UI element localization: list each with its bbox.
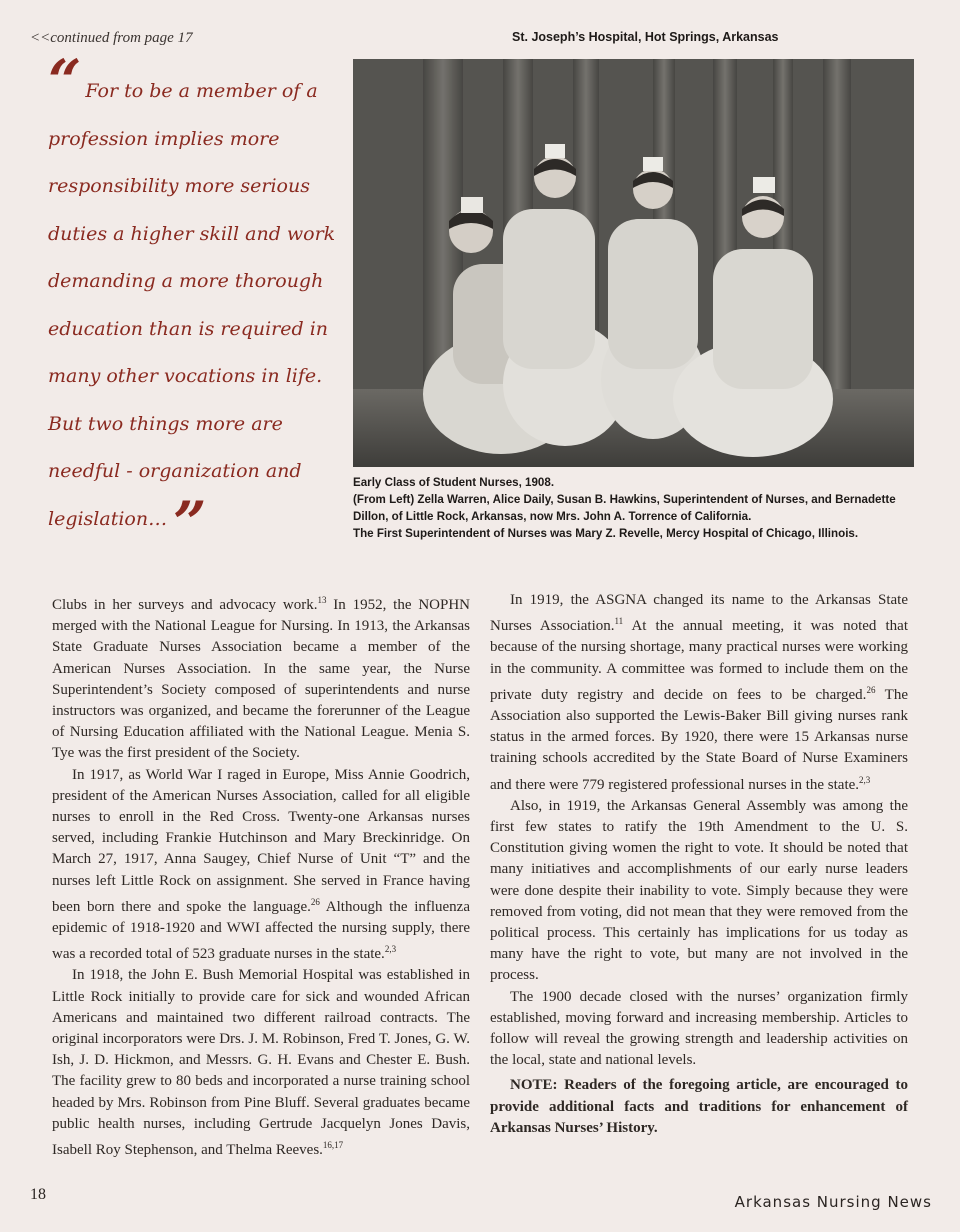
left-paragraph-2: In 1917, as World War I raged in Europe, Miss Annie Goodrich, president of the American Nurses Association, called for all eligible nurses to enroll in the Red Cross. Twenty-one Arkansas nurses served, including Frankie Hutchinson and Mary Breckinridge. On March 27, 1917, Anna Saugey, Chief Nurse of Unit “T” and the nurses left Little Rock on assignment. She served in France having been born there and spoke the language.$^{26}$ Although the influenza epidemic of 1918-1920 and WWI affected the nursing supply, there was a recorded total of 523 graduate nurses in the state.$^{2,3}$ [52, 766, 470, 963]
right-paragraph-3: The 1900 decade closed with the nurses’ organization firmly established, moving forward and increasing membership. Articles to follow will reveal the growing strength and leadership activities on the local, state and national levels. [490, 988, 908, 1069]
continued-from-label: <<continued from page 17 [30, 30, 193, 46]
left-column [52, 590, 470, 1161]
pull-quote-text: For to be a member of a profession implies more responsibility more serious duties a higher skill and work demanding a more thorough education than is required in many other vocations in life. But two things more are needful - organization and legislation… [48, 80, 336, 530]
page-number: 18 [30, 1186, 46, 1203]
pull-quote [48, 47, 348, 557]
caption-line-2: (From Left) Zella Warren, Alice Daily, Susan B. Hawkins, Superintendent of Nurses, and Bernadette Dillon, of Little Rock, Arkansas, now Mrs. John A. Torrence of California. [353, 493, 896, 523]
footnote-ref: 26 [866, 684, 876, 695]
left-paragraph-1: Clubs in her surveys and advocacy work.$^{13}$ In 1952, the NOPHN merged with the National League for Nursing. In 1913, the Arkansas State Graduate Nurses Association became a member of the American Nurses Association. In the same year, the Nurse Superintendent’s Society composed of superintendents and nurse instructors was organized, and became the forerunner of the League of Nursing Education affiliated with the National League. Menia S. Tye was the first president of the Society. [52, 595, 470, 762]
footnote-ref: 16,17 [322, 1140, 344, 1151]
left-paragraph-3: In 1918, the John E. Bush Memorial Hospital was established in Little Rock initially to provide care for sick and wounded African Americans and maintained two different railroad contracts. The original incorporators were Drs. J. M. Robinson, Fred T. Jones, G. W. Ish, J. D. Hickmon, and Messrs. G. H. Evans and Chester E. Bush. The facility grew to 80 beds and incorporated a nurse training school headed by Mrs. Robinson from Pine Bluff. Several graduates became public health nurses, including Gertrude Jacquelyn Jones Davis, Isabell Roy Stephenson, and Thelma Reeves.$^{16,17}$ [52, 967, 470, 1159]
footnote-ref: 26 [310, 896, 320, 907]
photograph-icon [353, 59, 914, 467]
footnote-ref: 2,3 [859, 774, 871, 785]
editor-note: NOTE: Readers of the foregoing article, are encouraged to provide additional facts and traditions for enhancement of Arkansas Nurses’ History. [490, 1077, 908, 1136]
nurses-photograph [353, 59, 914, 467]
open-quote-mark: “ [48, 47, 82, 115]
footnote-ref: 2,3 [384, 944, 397, 955]
photo-title: St. Joseph’s Hospital, Hot Springs, Arkansas [512, 30, 779, 44]
caption-line-3: The First Superintendent of Nurses was Mary Z. Revelle, Mercy Hospital of Chicago, Illinois. [353, 527, 859, 540]
close-quote-mark: ” [173, 488, 207, 557]
publication-name: Arkansas Nursing News [734, 1193, 932, 1211]
photo-caption [353, 474, 923, 542]
right-paragraph-1: In 1919, the ASGNA changed its name to the Arkansas State Nurses Association.$^{11}$ At the annual meeting, it was noted that because of the nursing shortage, many practical nurses were working in the community. A committee was formed to include them on the private duty registry and decide on fees to be charged.$^{26}$ The Association also supported the Lewis-Baker Bill giving nurses rank status in the armed forces. By 1920, there were 15 Arkansas nurse training schools accredited by the State Board of Nurse Examiners and there were 779 registered professional nurses in the state.$^{2,3}$ [490, 592, 908, 793]
footnote-ref: 13 [317, 595, 327, 605]
right-column [490, 590, 908, 1139]
right-paragraph-2: Also, in 1919, the Arkansas General Assembly was among the first few states to ratify the 19th Amendment to the U. S. Constitution giving women the right to vote. It should be noted that many initiatives and accomplishments of our early nurse leaders were done despite their inability to vote. Simply because they were removed from voting, did not mean that they were removed from the political process. This certainly has implications for us today as many have the right to vote, but many are not involved in the process. [490, 797, 908, 984]
footnote-ref: 11 [614, 616, 624, 627]
caption-line-1: Early Class of Student Nurses, 1908. [353, 476, 555, 489]
